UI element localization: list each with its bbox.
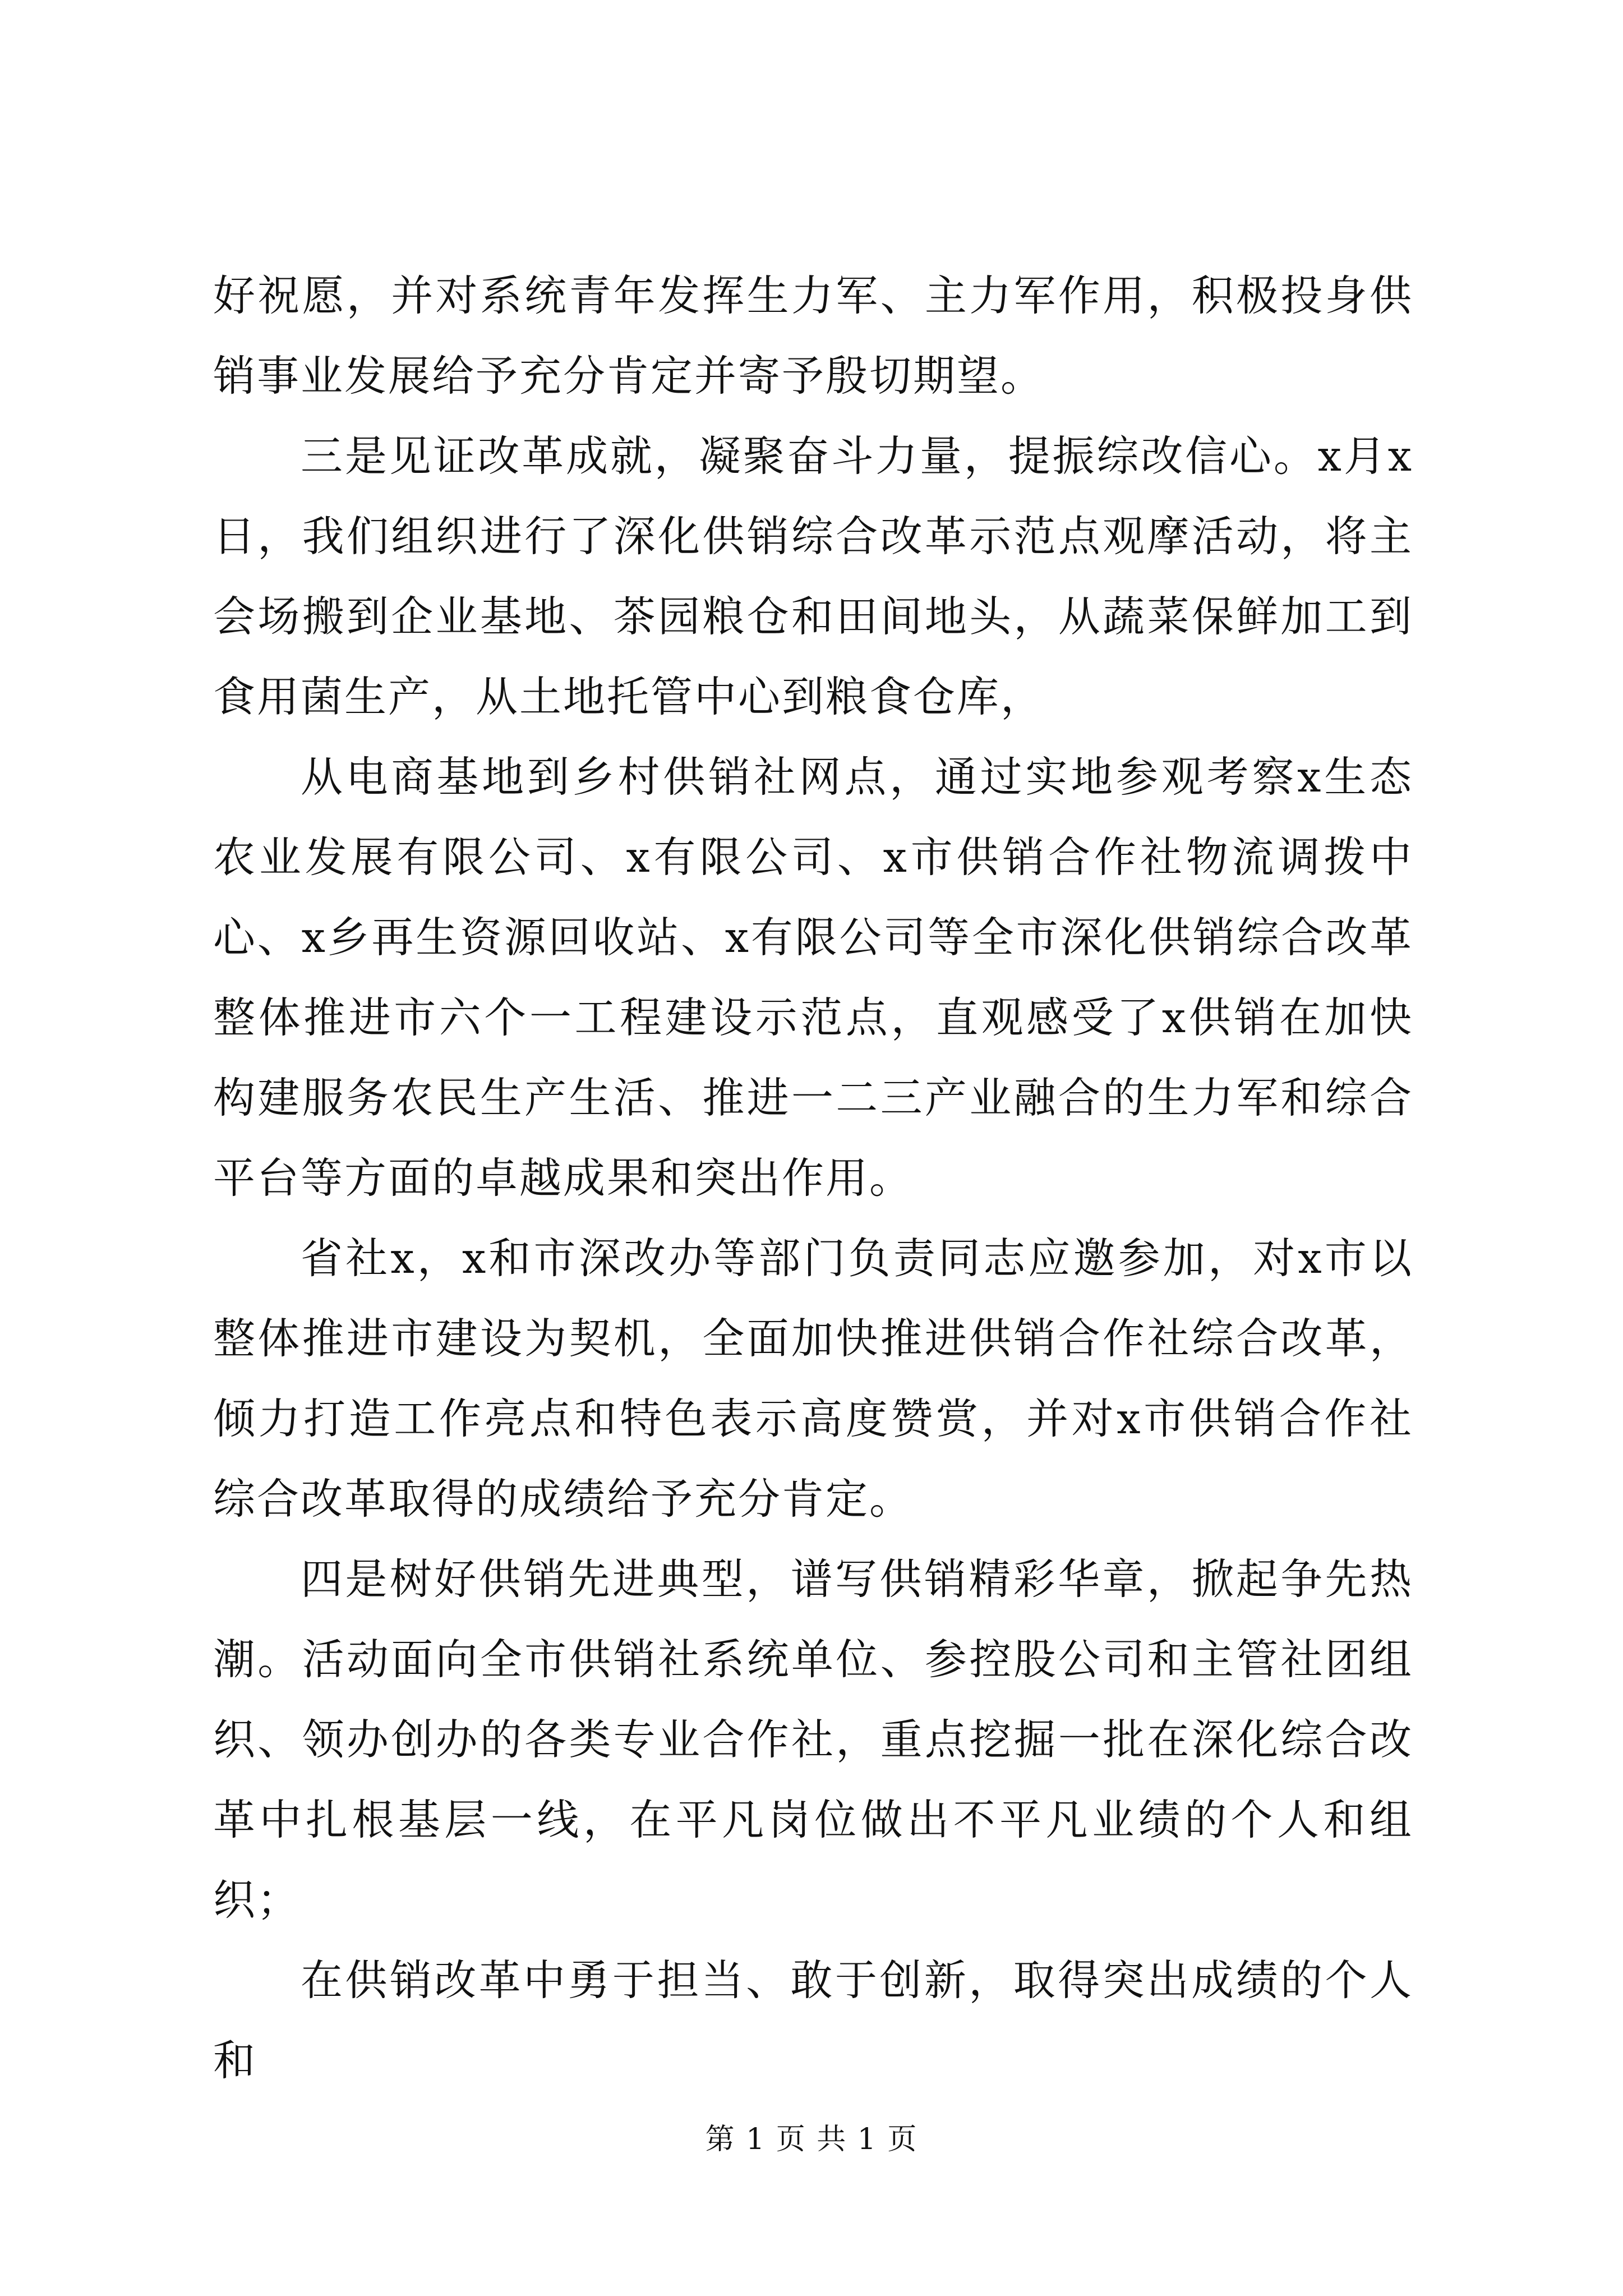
paragraph-1: 好祝愿，并对系统青年发挥生力军、主力军作用，积极投身供销事业发展给予充分肯定并寄予殷切期望。 [213, 271, 1413, 401]
paragraph-3: 从电商基地到乡村供销社网点，通过实地参观考察x生态农业发展有限公司、x有限公司、x市供销合作社物流调拨中心、x乡再生资源回收站、x有限公司等全市深化供销综合改革整体推进市六个一工程建设示范点，直观感受了x供销在加快构建服务农民生产生活、推进一二三产业融合的生力军和综合平台等方面的卓越成果和突出作用。 [213, 752, 1413, 1203]
page-number-footer: 第 1 页 共 1 页 [705, 2123, 918, 2156]
paragraph-5: 四是树好供销先进典型，谱写供销精彩华章，掀起争先热潮。活动面向全市供销社系统单位、参控股公司和主管社团组织、领办创办的各类专业合作社，重点挖掘一批在深化综合改革中扎根基层一线，在平凡岗位做出不平凡业绩的个人和组织； [213, 1554, 1413, 1925]
paragraph-6: 在供销改革中勇于担当、敢于创新，取得突出成绩的个人和 [213, 1955, 1413, 2085]
paragraph-4: 省社x，x和市深改办等部门负责同志应邀参加，对x市以整体推进市建设为契机，全面加快推进供销合作社综合改革，倾力打造工作亮点和特色表示高度赞赏，并对x市供销合作社综合改革取得的成绩给予充分肯定。 [213, 1234, 1413, 1524]
document-body [213, 256, 1413, 2101]
paragraph-2: 三是见证改革成就，凝聚奋斗力量，提振综改信心。x月x日，我们组织进行了深化供销综合改革示范点观摩活动，将主会场搬到企业基地、茶园粮仓和田间地头，从蔬菜保鲜加工到食用菌生产，从土地托管中心到粮食仓库， [213, 431, 1413, 721]
